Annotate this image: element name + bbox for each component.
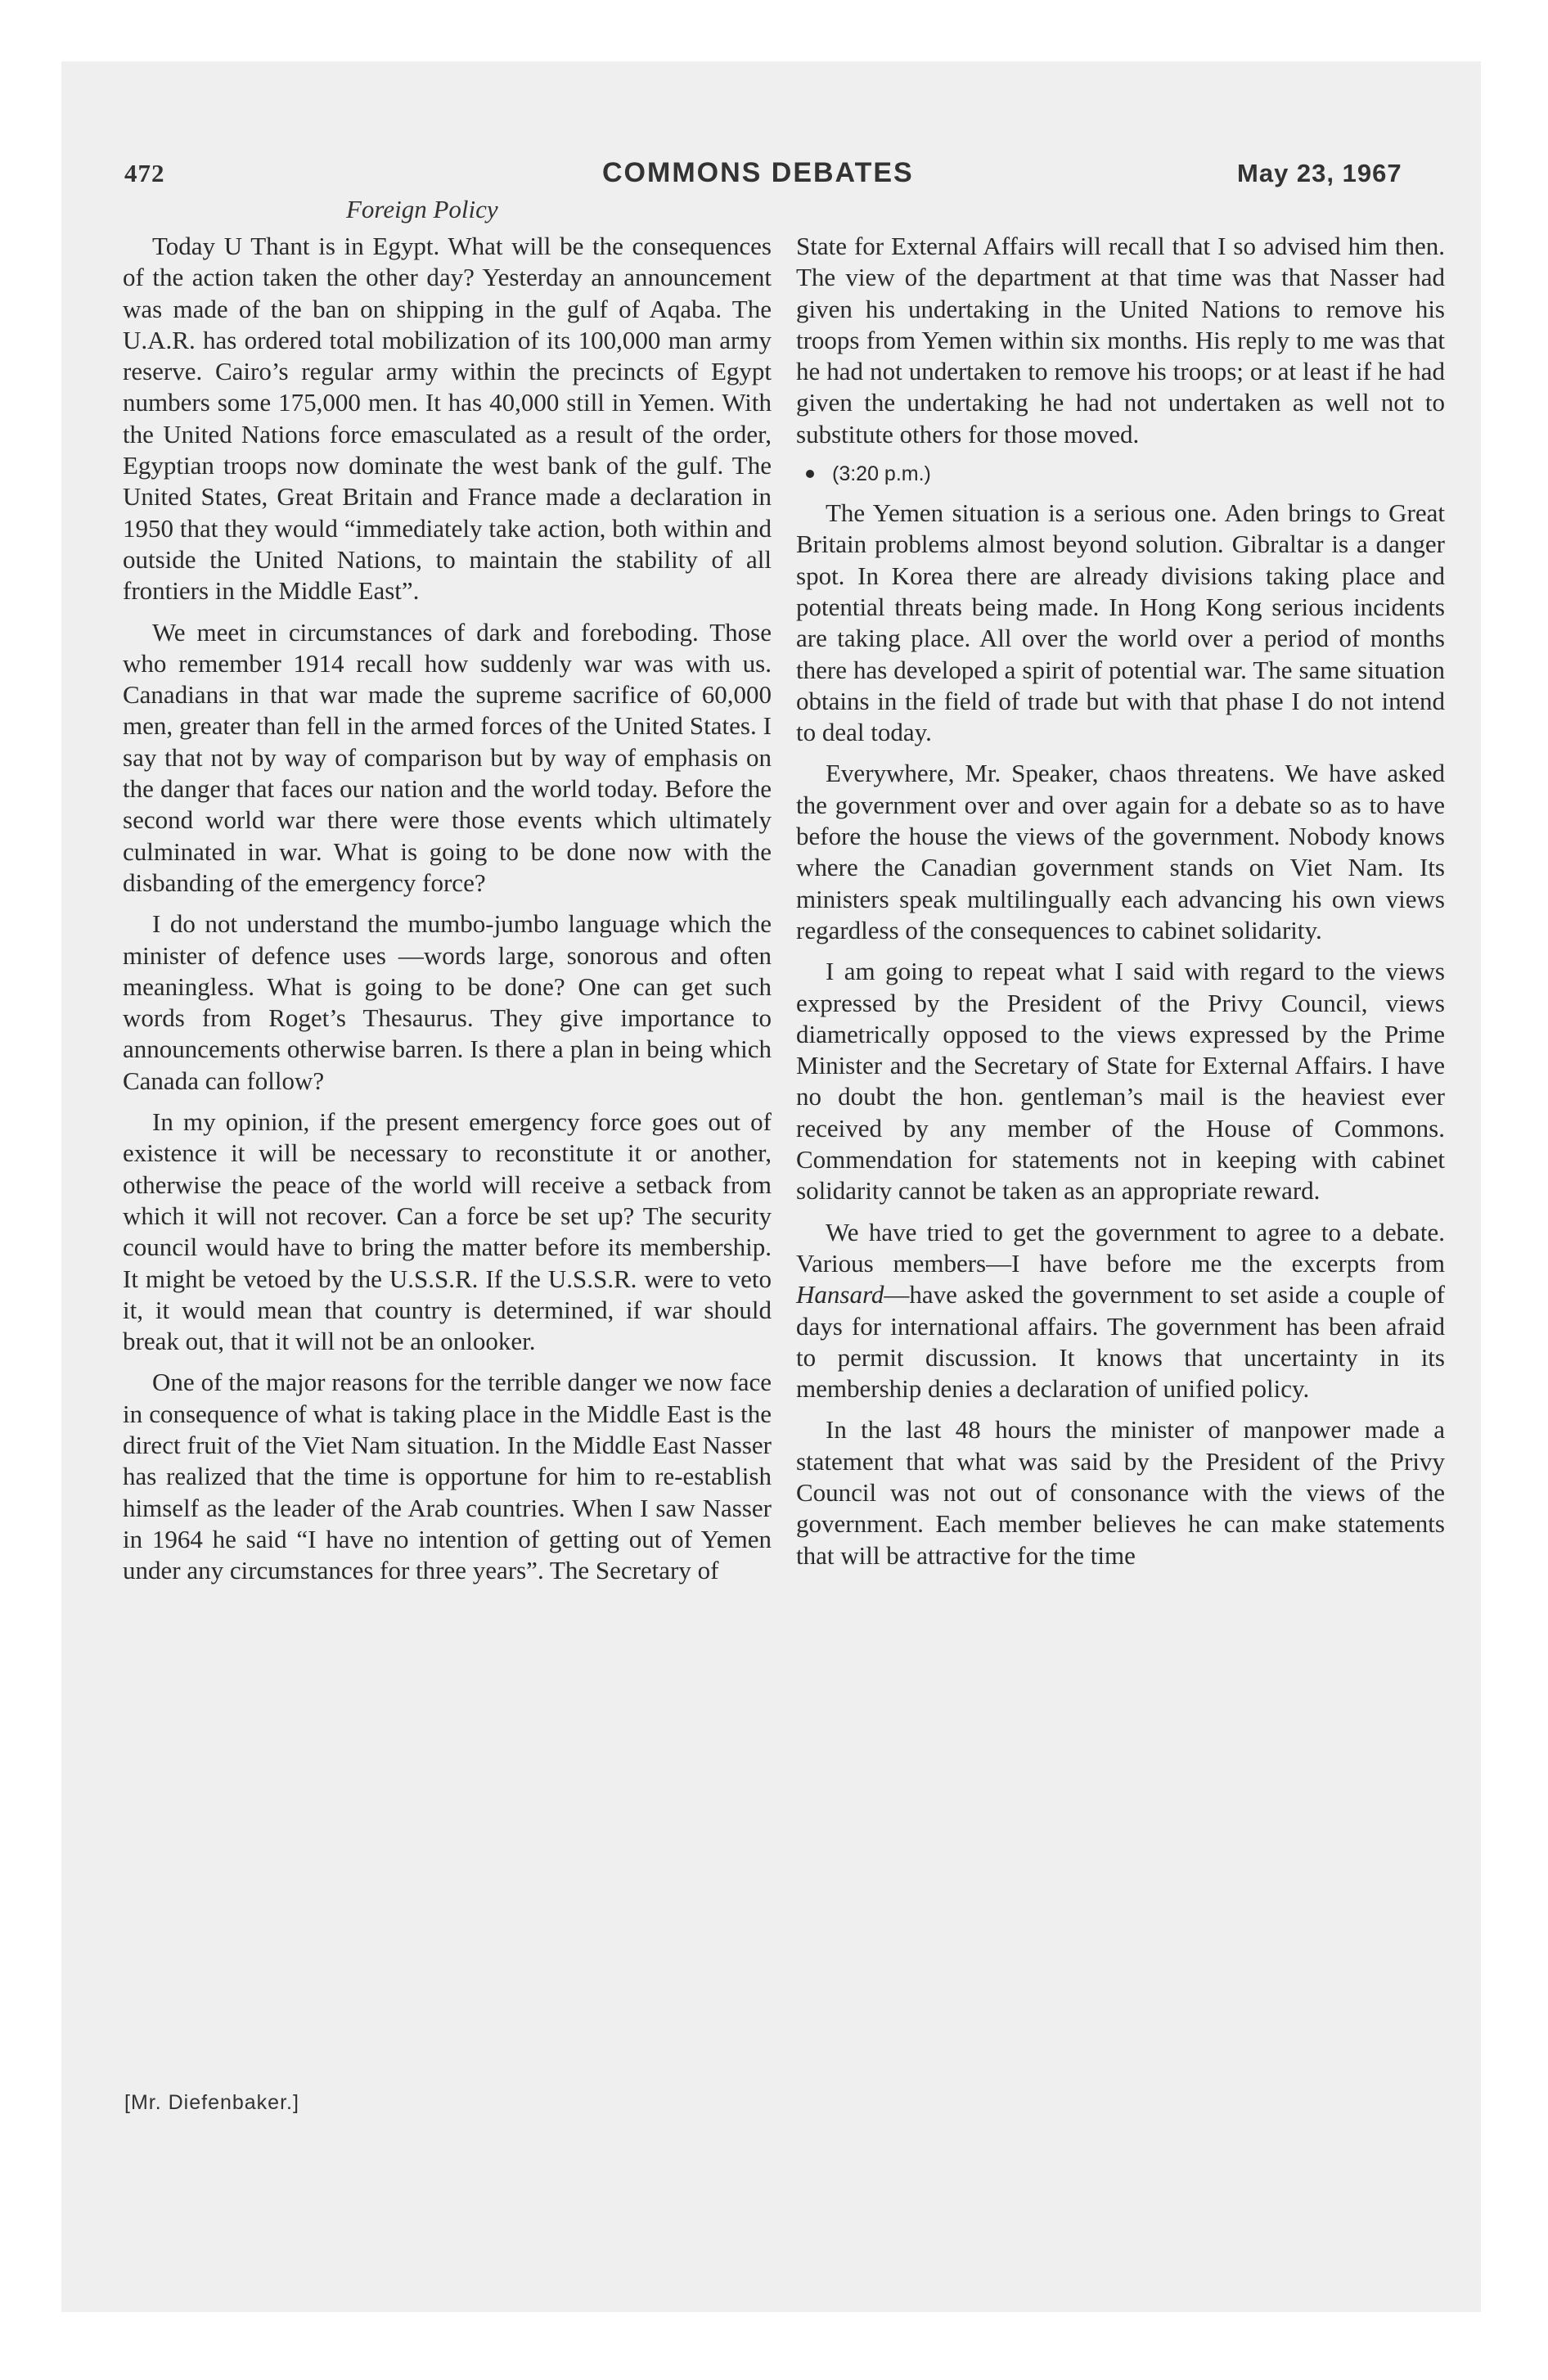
paragraph: We meet in circumstances of dark and foreboding. Those who remember 1914 recall how suddenly war was with us. Canadians in that war made the supreme sacrifice of 60,000 men, greater than fell in the armed forces of the United States. I say that not by way of comparison but by way of emphasis on the danger that faces our nation and the world today. Before the second world war there were those events which ultimately culminated in war. What is going to be done now with the disbanding of the emergency force? <box>123 617 772 897</box>
paragraph-continued: State for External Affairs will recall that I so advised him then. The view of the department at that time was that Nasser had given his undertaking in the United Nations to remove his troops from Yemen within six months. His reply to me was that he had not undertaken to remove his troops; or at least if he had given the undertaking he had not undertaken as well not to substitute others for those moved. <box>796 232 1445 449</box>
bullet-icon <box>806 470 814 478</box>
paragraph: The Yemen situation is a serious one. Aden brings to Great Britain problems almost beyond solution. Gibraltar is a danger spot. In Korea there are already divisions taking place and potential threats being made. In Hong Kong serious incidents are taking place. All over the world over a period of months there has developed a spirit of potential war. The same situation obtains in the field of trade but with that phase I do not intend to deal today. <box>796 498 1445 747</box>
paragraph: One of the major reasons for the terrible danger we now face in consequence of what is taking place in the Middle East is the direct fruit of the Viet Nam situation. In the Middle East Nasser has realized that the time is opportune for him to re-establish himself as the leader of the Arab countries. When I saw Nasser in 1964 he said “I have no intention of getting out of Yemen under any circumstances for three years”. The Secretary of <box>123 1368 772 1585</box>
left-column <box>123 231 772 1586</box>
paragraph: In my opinion, if the present emergency force goes out of existence it will be necessary to reconstitute it or another, otherwise the peace of the world will receive a setback from which it will not recover. Can a force be set up? The security council would have to bring the matter before its membership. It might be vetoed by the U.S.S.R. If the U.S.S.R. were to veto it, it would mean that country is determined, if war should break out, that it will not be an onlooker. <box>123 1107 772 1356</box>
paragraph-text: —have asked the government to set aside a couple of days for international affairs. The government has been afraid to permit discussion. It knows that uncertainty in its membership denies a declaration of unified policy. <box>796 1280 1445 1404</box>
time-stamp-text: (3:20 p.m.) <box>832 462 931 486</box>
hansard-reference: Hansard <box>796 1280 884 1309</box>
header-date: May 23, 1967 <box>1237 159 1402 187</box>
time-stamp <box>796 460 1445 488</box>
paragraph: Today U Thant is in Egypt. What will be the consequences of the action taken the other day? Yesterday an announcement was made of the ban on shipping in the gulf of Aqaba. The U.A.R. has ordered total mobilization of its 100,000 man army reserve. Cairo’s regular army within the precincts of Egypt numbers some 175,000 men. It has 40,000 still in Yemen. With the United Nations force emasculated as a result of the order, Egyptian troops now dominate the west bank of the gulf. The United States, Great Britain and France made a declaration in 1950 that they would “immediately take action, both within and outside the United Nations, to maintain the stability of all frontiers in the Middle East”. <box>123 232 772 606</box>
paragraph-text: We have tried to get the government to agree to a debate. Various members—I have before me the excerpts from <box>796 1217 1445 1278</box>
paragraph: I am going to repeat what I said with regard to the views expressed by the President of the Privy Council, views diametrically opposed to the views expressed by the Prime Minister and the Secretary of State for External Affairs. I have no doubt the hon. gentleman’s mail is the heaviest ever received by any member of the House of Commons. Commendation for statements not in keeping with cabinet solidarity cannot be taken as an appropriate reward. <box>796 957 1445 1206</box>
page-number: 472 <box>124 159 165 187</box>
section-title: Foreign Policy <box>346 195 498 223</box>
right-column <box>796 231 1445 1571</box>
paragraph <box>796 1217 1445 1405</box>
paragraph: In the last 48 hours the minister of manpower made a statement that what was said by the President of the Privy Council was not out of consonance with the views of the government. Each member believes he can make statements that will be attractive for the time <box>796 1415 1445 1570</box>
speaker-tag: [Mr. Diefenbaker.] <box>124 2091 299 2114</box>
running-header-title: COMMONS DEBATES <box>602 157 914 188</box>
paragraph: I do not understand the mumbo-jumbo language which the minister of defence uses —words large, sonorous and often meaningless. What is going to be done? One can get such words from Roget’s Thesaurus. They give importance to announcements otherwise barren. Is there a plan in being which Canada can follow? <box>123 909 772 1095</box>
paragraph: Everywhere, Mr. Speaker, chaos threatens. We have asked the government over and over again for a debate so as to have before the house the views of the government. Nobody knows where the Canadian government stands on Viet Nam. Its ministers speak multilingually each advancing his own views regardless of the consequences to cabinet solidarity. <box>796 759 1445 944</box>
